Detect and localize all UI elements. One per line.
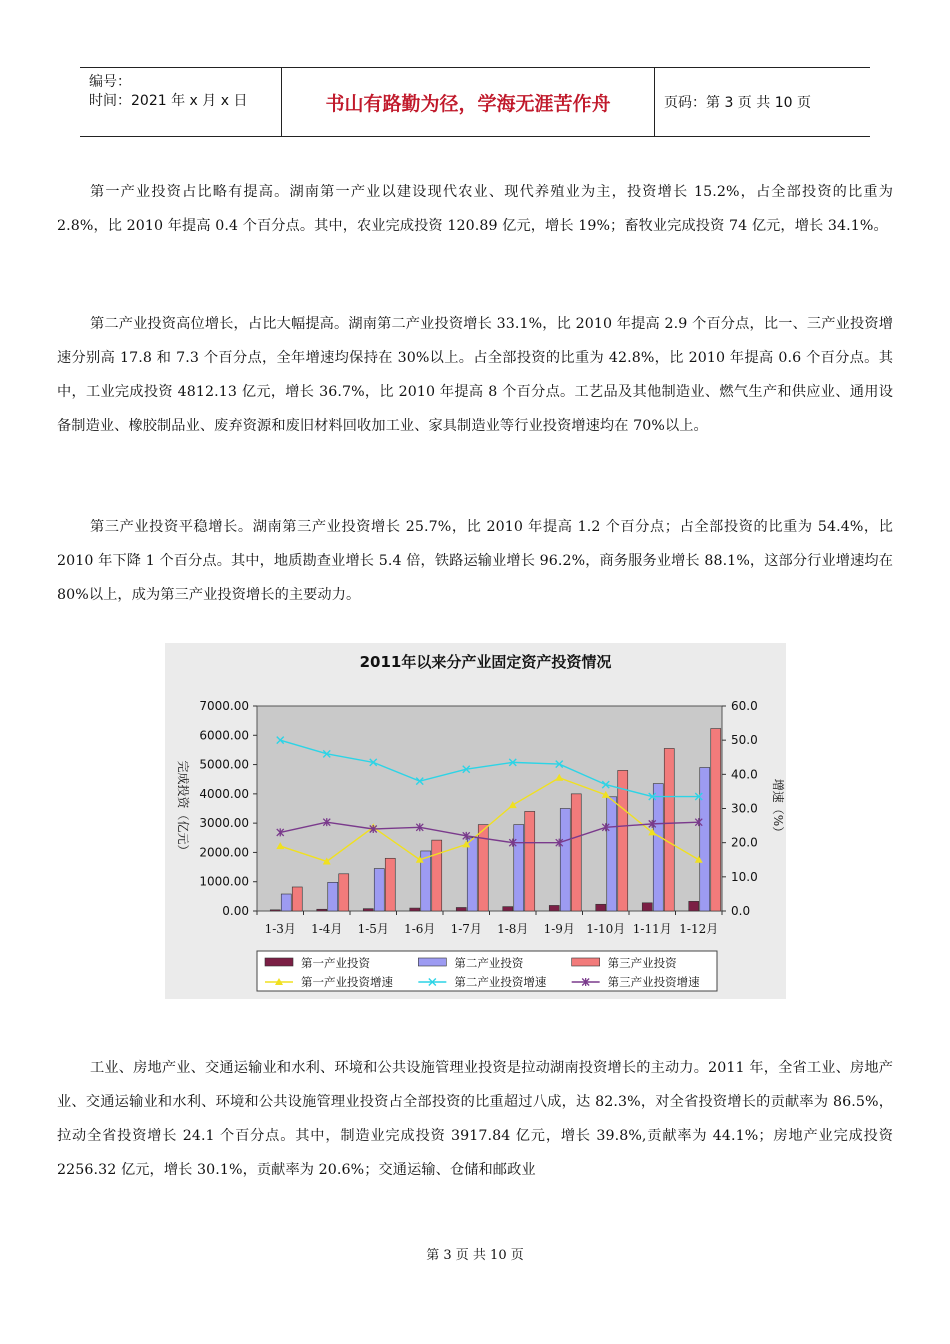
paragraph-secondary-industry: 第二产业投资高位增长，占比大幅提高。湖南第二产业投资增长 33.1%，比 2010 年提高 2.9 个百分点，比一、三产业投资增速分别高 17.8 和 7.3 个百分点，全年增速均保持在 30%以上。占全部投资的比重为 42.8%，比 2010 年提高 0.6 个百分点。其中，工业完成投资 4812.13 亿元，增长 36.7%，比 2010 年提高 8 个百分点。工艺品及其他制造业、燃气生产和供应业、通用设备制造业、橡胶制品业、废弃资源和废旧材料回收加工业、家具制造业等行业投资增速均在 70%以上。	[57, 316, 893, 434]
y2-tick-label: 30.0	[731, 801, 758, 816]
y-tick-label: 7000.00	[199, 699, 249, 713]
bar	[410, 908, 420, 911]
bar	[317, 909, 327, 911]
y-tick-label: 0.00	[222, 904, 249, 918]
y2-tick-label: 0.0	[731, 904, 751, 918]
bar	[363, 909, 373, 911]
bar	[467, 838, 477, 911]
bar	[339, 874, 349, 911]
bar	[514, 825, 524, 911]
y2-tick-label: 10.0	[731, 869, 758, 884]
bar	[374, 869, 384, 911]
y-tick-label: 6000.00	[199, 728, 249, 743]
page-footer: 第 3 页 共 10 页	[426, 1248, 524, 1263]
header-divider	[654, 68, 655, 136]
page-header	[80, 67, 870, 137]
y-axis-title: 完成投资（亿元）	[176, 760, 190, 857]
bar	[421, 851, 431, 911]
legend-label: 第三产业投资	[607, 956, 677, 970]
header-motto: 书山有路勤为径，学海无涯苦作舟	[325, 92, 611, 115]
legend-label: 第一产业投资增速	[301, 975, 393, 989]
y-tick-label: 5000.00	[199, 757, 249, 772]
x-tick-label: 1-10月	[586, 922, 626, 936]
x-tick-label: 1-9月	[543, 922, 575, 936]
bar	[560, 809, 570, 912]
y-tick-label: 3000.00	[199, 816, 249, 831]
y2-axis-title: 增速（%）	[771, 778, 785, 839]
time-label: 时间：2021 年 x 月 x 日	[89, 93, 248, 109]
y-tick-label: 4000.00	[199, 786, 249, 801]
y-tick-label: 1000.00	[199, 874, 249, 889]
header-meta	[89, 73, 247, 111]
bar	[618, 770, 628, 911]
y2-tick-label: 50.0	[731, 733, 758, 748]
y2-tick-label: 40.0	[731, 767, 758, 782]
y2-tick-label: 20.0	[731, 835, 758, 850]
bar	[607, 797, 617, 911]
bar	[700, 768, 710, 912]
legend-swatch	[265, 958, 293, 966]
paragraph-tertiary-industry: 第三产业投资平稳增长。湖南第三产业投资增长 25.7%，比 2010 年提高 1.2 个百分点；占全部投资的比重为 54.4%，比 2010 年下降 1 个百分点。其中，地质勘查业增长 5.4 倍，铁路运输业增长 96.2%，商务服务业增长 88.1%，这部分行业增速均在 80%以上，成为第三产业投资增长的主要动力。	[57, 519, 893, 603]
bar	[653, 784, 663, 911]
chart-canvas	[165, 643, 786, 999]
y2-tick-label: 60.0	[731, 699, 758, 713]
bar	[642, 903, 652, 911]
paragraph-primary-industry: 第一产业投资占比略有提高。湖南第一产业以建设现代农业、现代养殖业为主，投资增长 15.2%，占全部投资的比重为 2.8%，比 2010 年提高 0.4 个百分点。其中，农业完成投资 120.89 亿元，增长 19%；畜牧业完成投资 74 亿元，增长 34.1%。	[57, 184, 893, 234]
x-tick-label: 1-6月	[404, 922, 436, 936]
paragraph-drivers: 工业、房地产业、交通运输业和水利、环境和公共设施管理业投资是拉动湖南投资增长的主动力。2011 年，全省工业、房地产业、交通运输业和水利、环境和公共设施管理业投资占全部投资的比重超过八成，达 82.3%，对全省投资增长的贡献率为 86.5%，拉动全省投资增长 24.1 个百分点。其中，制造业完成投资 3917.84 亿元，增长 39.8%,贡献率为 44.1%；房地产业完成投资 2256.32 亿元，增长 30.1%，贡献率为 20.6%；交通运输、仓储和邮政业	[57, 1060, 893, 1178]
bar	[549, 905, 559, 911]
bar	[456, 907, 466, 911]
x-tick-label: 1-7月	[450, 922, 482, 936]
bar	[270, 910, 280, 911]
bar	[596, 904, 606, 911]
bar	[281, 894, 291, 911]
investment-chart	[165, 643, 786, 999]
legend-swatch	[418, 958, 446, 966]
x-tick-label: 1-3月	[264, 922, 296, 936]
legend-label: 第一产业投资	[301, 956, 370, 970]
bar	[432, 840, 442, 911]
bar	[711, 729, 721, 911]
bar	[664, 748, 674, 911]
bar	[525, 811, 535, 911]
plot-area	[257, 706, 722, 911]
bar	[689, 901, 699, 911]
chart-title: 2011年以来分产业固定资产投资情况	[359, 653, 612, 671]
x-tick-label: 1-12月	[679, 922, 719, 936]
bar	[328, 882, 338, 911]
legend-label: 第二产业投资增速	[454, 975, 547, 989]
header-page-info: 页码：第 3 页 共 10 页	[664, 95, 811, 111]
bar	[385, 858, 395, 911]
y-tick-label: 2000.00	[199, 845, 249, 860]
legend-label: 第二产业投资	[454, 956, 524, 970]
bar	[571, 794, 581, 911]
legend-swatch	[572, 958, 600, 966]
bar	[503, 907, 513, 911]
x-tick-label: 1-4月	[311, 922, 343, 936]
number-label: 编号：	[89, 74, 131, 90]
x-tick-label: 1-8月	[497, 922, 529, 936]
x-tick-label: 1-5月	[357, 922, 389, 936]
x-tick-label: 1-11月	[632, 922, 672, 936]
bar	[292, 887, 302, 911]
legend-label: 第三产业投资增速	[607, 975, 700, 989]
